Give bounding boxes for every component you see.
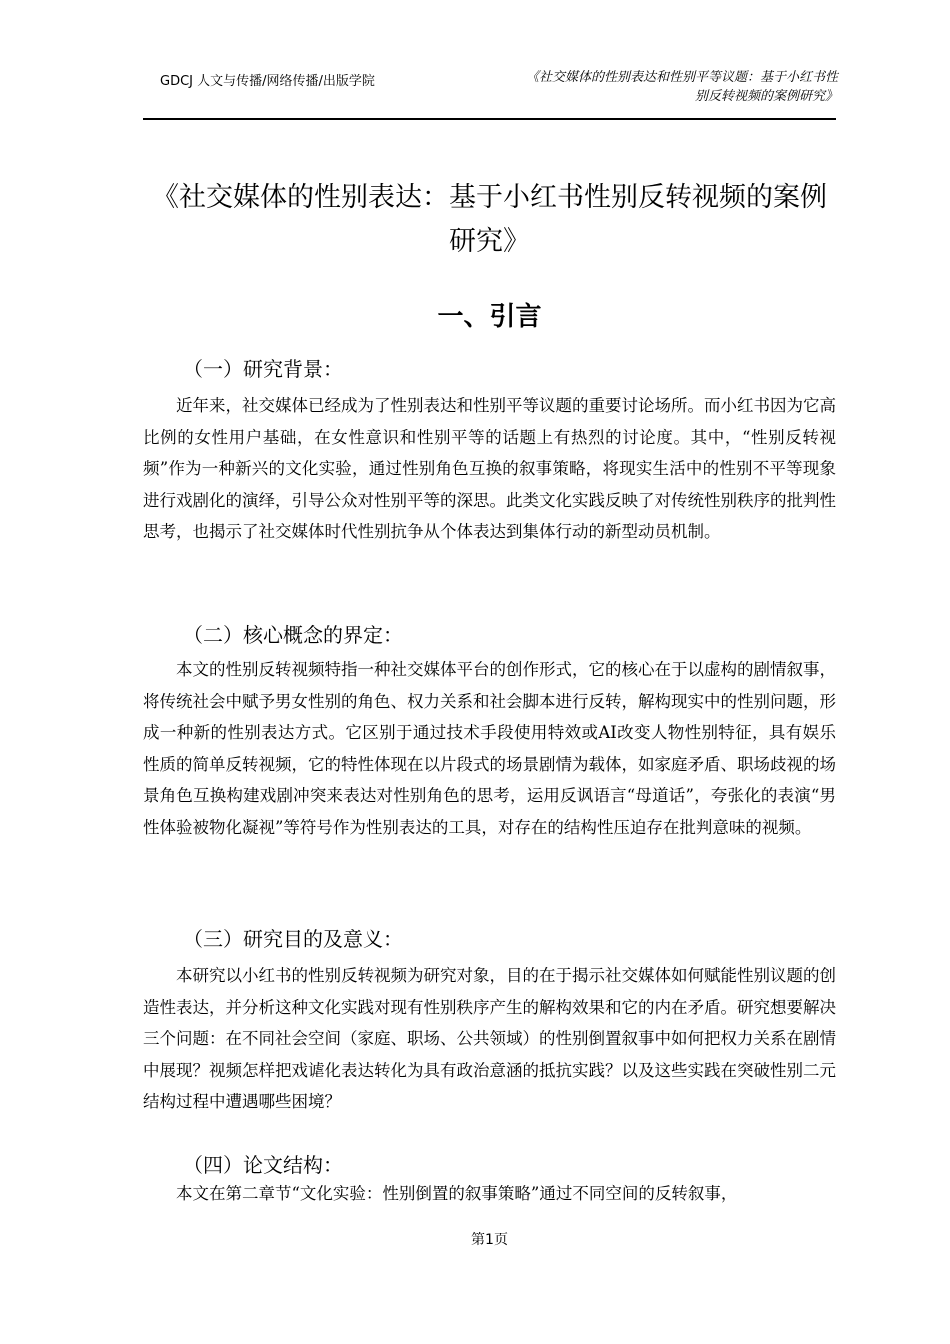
section-heading-structure: （四）论文结构： [183, 1153, 343, 1177]
section-text-structure: 本文在第二章节“文化实验：性别倒置的叙事策略”通过不同空间的反转叙事， [176, 1184, 738, 1203]
section-heading-concepts: （二）核心概念的界定： [183, 623, 403, 647]
section-heading-background: （一）研究背景： [183, 357, 343, 381]
section-text-concepts: 本文的性别反转视频特指一种社交媒体平台的创作形式，它的核心在于以虚构的剧情叙事，将传统社会中赋予男女性别的角色、权力关系和社会脚本进行反转，解构现实中的性别问题，形成一种新的性别表达方式。它区别于通过技术手段使用特效或AI改变人物性别特征，具有娱乐性质的简单反转视频，它的特性体现在以片段式的场景剧情为载体，如家庭矛盾、职场歧视的场景角色互换构建戏剧冲突来表达对性别角色的思考，运用反讽语言“母道话”，夸张化的表演“男性体验被物化凝视”等符号作为性别表达的工具，对存在的结构性压迫存在批判意味的视频。 [143, 660, 836, 837]
header-divider [143, 118, 836, 120]
page-number: 第1页 [471, 1232, 508, 1248]
section-text-background: 近年来，社交媒体已经成为了性别表达和性别平等议题的重要讨论场所。而小红书因为它高比例的女性用户基础，在女性意识和性别平等的话题上有热烈的讨论度。其中，“性别反转视频”作为一种新兴的文化实验，通过性别角色互换的叙事策略，将现实生活中的性别不平等现象进行戏剧化的演绎，引导公众对性别平等的深思。此类文化实践反映了对传统性别秩序的批判性思考，也揭示了社交媒体时代性别抗争从个体表达到集体行动的新型动员机制。 [143, 396, 836, 541]
section-text-purpose: 本研究以小红书的性别反转视频为研究对象，目的在于揭示社交媒体如何赋能性别议题的创造性表达，并分析这种文化实践对现有性别秩序产生的解构效果和它的内在矛盾。研究想要解决三个问题：在不同社会空间（家庭、职场、公共领域）的性别倒置叙事中如何把权力关系在剧情中展现？视频怎样把戏谑化表达转化为具有政治意涵的抵抗实践？以及这些实践在突破性别二元结构过程中遭遇哪些困境？ [143, 966, 836, 1111]
running-header-right: 《社交媒体的性别表达和性别平等议题：基于小红书性别反转视频的案例研究》 [525, 70, 838, 104]
running-header-left: GDCJ 人文与传播/网络传播/出版学院 [160, 74, 375, 89]
chapter-heading: 一、引言 [437, 302, 542, 332]
paper-title: 《社交媒体的性别表达：基于小红书性别反转视频的案例研究》 [152, 182, 827, 257]
section-heading-purpose: （三）研究目的及意义： [183, 927, 403, 951]
